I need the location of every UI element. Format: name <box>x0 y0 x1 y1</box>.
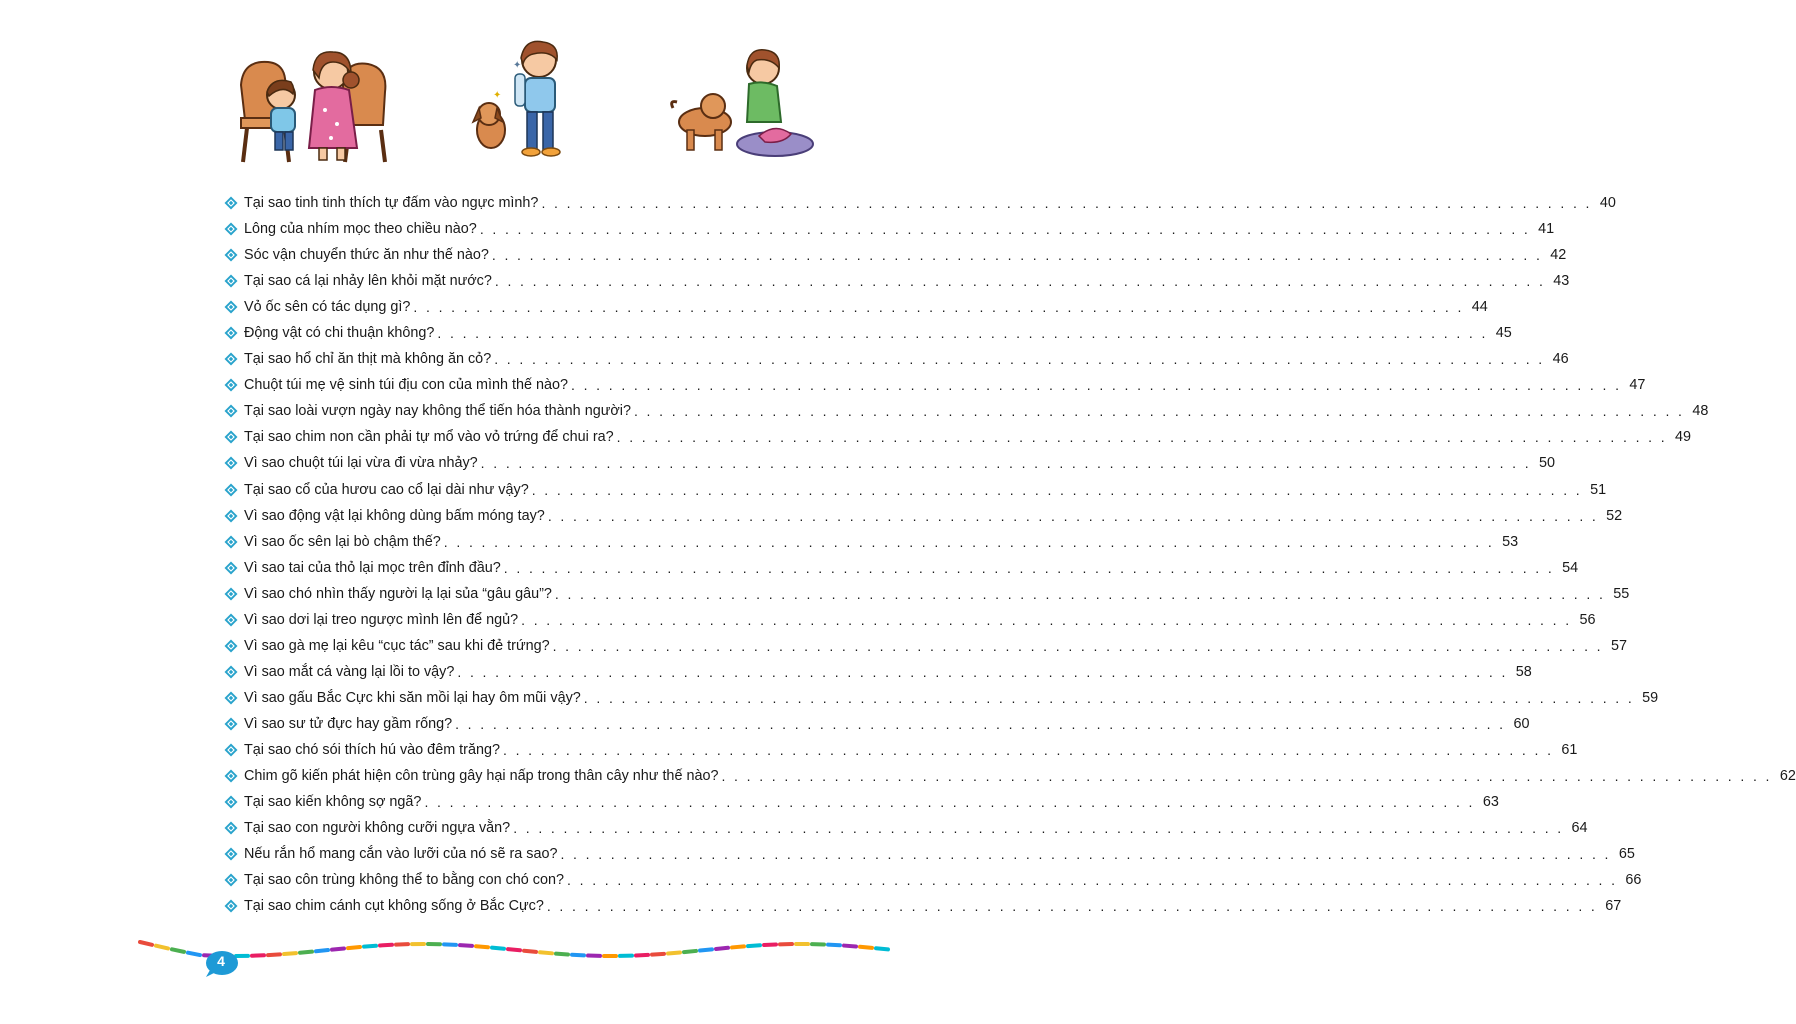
wave-dash <box>524 951 536 952</box>
diamond-bullet-icon <box>224 300 238 314</box>
diamond-bullet-icon <box>224 821 238 835</box>
toc-entry <box>224 216 1555 242</box>
diamond-bullet-icon <box>224 717 238 731</box>
toc-question: Vì sao dơi lại treo ngược mình lên để ngủ? <box>244 611 519 628</box>
wave-dash <box>860 947 872 948</box>
toc-entry <box>224 841 1635 867</box>
toc-page-number: 64 <box>1571 820 1588 837</box>
toc-entry <box>224 867 1642 893</box>
wave-dash <box>460 945 472 946</box>
wave-dash <box>732 946 744 947</box>
toc-entry <box>224 424 1692 450</box>
wave-dash <box>540 952 552 953</box>
toc-entry <box>224 789 1499 815</box>
toc-question: Tại sao loài vượn ngày nay không thể tiến hóa thành người? <box>244 403 631 420</box>
diamond-bullet-icon <box>224 483 238 497</box>
toc-entry <box>224 398 1709 424</box>
toc-leader-dots: . . . . . . . . . . . . . . . . . . . . . . . . . . . . . . . . . . . . . . . . . . . . . . . . . . . . . . . . . . . . . . . . . . . . . . . . . . . . . . . . . . . . <box>443 533 1495 550</box>
decorative-wave-border <box>140 930 890 970</box>
toc-question: Tại sao kiến không sợ ngã? <box>244 794 422 811</box>
wave-dash <box>300 952 312 953</box>
toc-page-number: 60 <box>1513 715 1530 732</box>
toc-leader-dots: . . . . . . . . . . . . . . . . . . . . . . . . . . . . . . . . . . . . . . . . . . . . . . . . . . . . . . . . . . . . . . . . . . . . . . . . . . . . . . . . . . . . <box>571 377 1622 394</box>
diamond-bullet-icon <box>224 769 238 783</box>
toc-page-number: 54 <box>1562 559 1579 576</box>
toc-leader-dots: . . . . . . . . . . . . . . . . . . . . . . . . . . . . . . . . . . . . . . . . . . . . . . . . . . . . . . . . . . . . . . . . . . . . . . . . . . . . . . . . . . . . <box>479 221 1531 238</box>
toc-leader-dots: . . . . . . . . . . . . . . . . . . . . . . . . . . . . . . . . . . . . . . . . . . . . . . . . . . . . . . . . . . . . . . . . . . . . . . . . . . . . . . . . . . . . <box>502 742 1554 758</box>
toc-leader-dots: . . . . . . . . . . . . . . . . . . . . . . . . . . . . . . . . . . . . . . . . . . . . . . . . . . . . . . . . . . . . . . . . . . . . . . . . . . . . . . . . . . . . <box>503 559 1555 576</box>
toc-leader-dots: . . . . . . . . . . . . . . . . . . . . . . . . . . . . . . . . . . . . . . . . . . . . . . . . . . . . . . . . . . . . . . . . . . . . . . . . . . . . . . . . . . . . <box>567 872 1618 889</box>
wave-dash <box>572 955 584 956</box>
toc-leader-dots: . . . . . . . . . . . . . . . . . . . . . . . . . . . . . . . . . . . . . . . . . . . . . . . . . . . . . . . . . . . . . . . . . . . . . . . . . . . . . . . . . . . . <box>521 611 1572 628</box>
toc-entry <box>224 893 1622 919</box>
toc-page-number: 59 <box>1642 689 1659 706</box>
diamond-bullet-icon <box>224 873 238 887</box>
toc-leader-dots: . . . . . . . . . . . . . . . . . . . . . . . . . . . . . . . . . . . . . . . . . . . . . . . . . . . . . . . . . . . . . . . . . . . . . . . . . . . . . . . . . . . . <box>541 195 1592 212</box>
svg-text:✦: ✦ <box>493 90 502 101</box>
toc-page-number: 67 <box>1605 898 1622 915</box>
toc-leader-dots: . . . . . . . . . . . . . . . . . . . . . . . . . . . . . . . . . . . . . . . . . . . . . . . . . . . . . . . . . . . . . . . . . . . . . . . . . . . . . . . . . . . . <box>633 403 1685 420</box>
toc-question: Chuột túi mẹ vệ sinh túi địu con của mình thế nào? <box>244 377 568 394</box>
svg-text:✦: ✦ <box>513 60 522 71</box>
wave-dash <box>380 945 392 946</box>
toc-leader-dots: . . . . . . . . . . . . . . . . . . . . . . . . . . . . . . . . . . . . . . . . . . . . . . . . . . . . . . . . . . . . . . . . . . . . . . . . . . . . . . . . . . . . <box>531 481 1583 498</box>
header-illustrations <box>225 38 825 168</box>
diamond-bullet-icon <box>224 430 238 444</box>
toc-entry <box>224 346 1569 372</box>
toc-question: Tại sao cổ của hươu cao cổ lại dài như vậy? <box>244 481 529 498</box>
toc-question: Vì sao ốc sên lại bò chậm thế? <box>244 533 441 550</box>
wave-dash <box>508 949 520 950</box>
diamond-bullet-icon <box>224 613 238 627</box>
toc-question: Động vật có chi thuận không? <box>244 325 435 342</box>
toc-leader-dots: . . . . . . . . . . . . . . . . . . . . . . . . . . . . . . . . . . . . . . . . . . . . . . . . . . . . . . . . . . . . . . . . . . . . . . . . . . . . . . . . . . . . <box>455 715 1506 732</box>
toc-entry <box>224 685 1659 711</box>
toc-page-number: 44 <box>1471 299 1488 316</box>
diamond-bullet-icon <box>224 795 238 809</box>
toc-entry <box>224 242 1567 268</box>
wave-dash <box>444 944 456 945</box>
toc-leader-dots: . . . . . . . . . . . . . . . . . . . . . . . . . . . . . . . . . . . . . . . . . . . . . . . . . . . . . . . . . . . . . . . . . . . . . . . . . . . . . . . . . . . . <box>560 846 1611 863</box>
wave-dash <box>556 954 568 955</box>
toc-entry <box>224 503 1623 529</box>
toc-entry <box>224 737 1578 763</box>
wave-dash <box>636 955 648 956</box>
wave-dash <box>748 945 760 946</box>
toc-entry <box>224 607 1596 633</box>
diamond-bullet-icon <box>224 274 238 288</box>
toc-leader-dots: . . . . . . . . . . . . . . . . . . . . . . . . . . . . . . . . . . . . . . . . . . . . . . . . . . . . . . . . . . . . . . . . . . . . . . . . . . . . . . . . . . . . <box>480 455 1532 472</box>
toc-question: Nếu rắn hổ mang cắn vào lưỡi của nó sẽ ra sao? <box>244 846 558 863</box>
toc-page-number: 42 <box>1550 247 1567 264</box>
toc-question: Tại sao cá lại nhảy lên khỏi mặt nước? <box>244 273 492 290</box>
toc-question: Vì sao động vật lại không dùng bấm móng tay? <box>244 507 545 524</box>
toc-page-number: 47 <box>1629 377 1646 394</box>
toc-leader-dots: . . . . . . . . . . . . . . . . . . . . . . . . . . . . . . . . . . . . . . . . . . . . . . . . . . . . . . . . . . . . . . . . . . . . . . . . . . . . . . . . . . . . <box>554 585 1606 602</box>
wave-dash <box>140 942 152 945</box>
wave-dash <box>700 949 712 950</box>
toc-leader-dots: . . . . . . . . . . . . . . . . . . . . . . . . . . . . . . . . . . . . . . . . . . . . . . . . . . . . . . . . . . . . . . . . . . . . . . . . . . . . . . . . . . . . <box>513 820 1564 837</box>
toc-question: Vì sao mắt cá vàng lại lồi to vậy? <box>244 663 455 680</box>
toc-page-number: 51 <box>1590 481 1607 498</box>
diamond-bullet-icon <box>224 639 238 653</box>
wave-dash <box>844 946 856 947</box>
toc-question: Lông của nhím mọc theo chiều nào? <box>244 221 477 238</box>
toc-leader-dots: . . . . . . . . . . . . . . . . . . . . . . . . . . . . . . . . . . . . . . . . . . . . . . . . . . . . . . . . . . . . . . . . . . . . . . . . . . . . . . . . . . . . <box>491 247 1543 264</box>
toc-page-number: 49 <box>1675 429 1692 446</box>
toc-entry <box>224 320 1512 346</box>
toc-leader-dots: . . . . . . . . . . . . . . . . . . . . . . . . . . . . . . . . . . . . . . . . . . . . . . . . . . . . . . . . . . . . . . . . . . . . . . . . . . . . . . . . . . . . <box>494 273 1546 290</box>
toc-page-number: 66 <box>1625 872 1642 889</box>
diamond-bullet-icon <box>224 352 238 366</box>
wave-dash <box>476 946 488 947</box>
diamond-bullet-icon <box>224 196 238 210</box>
mother-child-chairs-illustration <box>233 40 393 165</box>
toc-entry <box>224 633 1627 659</box>
toc-question: Vỏ ốc sên có tác dụng gì? <box>244 299 411 316</box>
diamond-bullet-icon <box>224 691 238 705</box>
toc-page-number: 58 <box>1515 663 1532 680</box>
toc-entry <box>224 372 1646 398</box>
toc-leader-dots: . . . . . . . . . . . . . . . . . . . . . . . . . . . . . . . . . . . . . . . . . . . . . . . . . . . . . . . . . . . . . . . . . . . . . . . . . . . . . . . . . . . . <box>494 351 1545 368</box>
diamond-bullet-icon <box>224 743 238 757</box>
toc-entry <box>224 659 1532 685</box>
diamond-bullet-icon <box>224 847 238 861</box>
wave-dash <box>268 954 280 955</box>
toc-entry <box>224 529 1519 555</box>
toc-question: Tại sao chim non cần phải tự mổ vào vỏ trứng để chui ra? <box>244 429 614 446</box>
toc-question: Sóc vận chuyển thức ăn như thế nào? <box>244 247 489 264</box>
toc-entry <box>224 581 1630 607</box>
toc-leader-dots: . . . . . . . . . . . . . . . . . . . . . . . . . . . . . . . . . . . . . . . . . . . . . . . . . . . . . . . . . . . . . . . . . . . . . . . . . . . . . . . . . . . . <box>616 429 1668 446</box>
toc-question: Vì sao gấu Bắc Cực khi săn mồi lại hay ôm mũi vậy? <box>244 689 581 706</box>
toc-page-number: 65 <box>1618 846 1635 863</box>
toc-page-number: 56 <box>1579 611 1596 628</box>
toc-page-number: 53 <box>1502 533 1519 550</box>
toc-leader-dots: . . . . . . . . . . . . . . . . . . . . . . . . . . . . . . . . . . . . . . . . . . . . . . . . . . . . . . . . . . . . . . . . . . . . . . . . . . . . . . . . . . . . <box>457 663 1508 680</box>
toc-question: Tại sao tinh tinh thích tự đấm vào ngực mình? <box>244 195 539 212</box>
toc-entry <box>224 711 1530 737</box>
toc-question: Tại sao côn trùng không thể to bằng con chó con? <box>244 872 565 889</box>
diamond-bullet-icon <box>224 248 238 262</box>
toc-question: Vì sao chó nhìn thấy người lạ lại sủa “gâu gâu”? <box>244 585 552 602</box>
toc-page-number: 45 <box>1495 325 1512 342</box>
toc-question: Tại sao chó sói thích hú vào đêm trăng? <box>244 742 500 758</box>
page-number: 4 <box>217 953 225 969</box>
toc-question: Vì sao chuột túi lại vừa đi vừa nhảy? <box>244 455 478 472</box>
toc-entry <box>224 450 1556 476</box>
wave-dash <box>348 947 360 948</box>
toc-leader-dots: . . . . . . . . . . . . . . . . . . . . . . . . . . . . . . . . . . . . . . . . . . . . . . . . . . . . . . . . . . . . . . . . . . . . . . . . . . . . . . . . . . . . <box>546 898 1598 915</box>
toc-page-number: 46 <box>1552 351 1569 368</box>
toc-question: Vì sao tai của thỏ lại mọc trên đỉnh đầu? <box>244 559 501 576</box>
toc-entry <box>224 268 1570 294</box>
toc-leader-dots: . . . . . . . . . . . . . . . . . . . . . . . . . . . . . . . . . . . . . . . . . . . . . . . . . . . . . . . . . . . . . . . . . . . . . . . . . . . . . . . . . . . . <box>552 637 1603 654</box>
toc-question: Vì sao sư tử đực hay gầm rống? <box>244 715 453 732</box>
diamond-bullet-icon <box>224 404 238 418</box>
toc-page-number: 50 <box>1539 455 1556 472</box>
diamond-bullet-icon <box>224 535 238 549</box>
boy-dog-blanket-illustration <box>665 44 815 159</box>
wave-dash <box>332 948 344 949</box>
wave-dash <box>876 948 888 949</box>
toc-question: Tại sao chim cánh cụt không sống ở Bắc Cực? <box>244 898 544 915</box>
toc-page-number: 48 <box>1692 403 1709 420</box>
wave-dash <box>364 946 376 947</box>
toc-page-number: 63 <box>1482 794 1499 811</box>
wave-dash <box>668 952 680 953</box>
toc-page-number: 52 <box>1606 507 1623 524</box>
diamond-bullet-icon <box>224 222 238 236</box>
toc-question: Tại sao hổ chỉ ăn thịt mà không ăn cỏ? <box>244 351 492 368</box>
wave-dash <box>652 954 664 955</box>
toc-page-number: 62 <box>1779 768 1796 785</box>
wave-dash <box>828 945 840 946</box>
diamond-bullet-icon <box>224 326 238 340</box>
diamond-bullet-icon <box>224 456 238 470</box>
toc-question: Vì sao gà mẹ lại kêu “cục tác” sau khi đẻ trứng? <box>244 637 550 654</box>
wave-dash <box>764 944 776 945</box>
toc-leader-dots: . . . . . . . . . . . . . . . . . . . . . . . . . . . . . . . . . . . . . . . . . . . . . . . . . . . . . . . . . . . . . . . . . . . . . . . . . . . . . . . . . . . . <box>583 689 1635 706</box>
toc-leader-dots: . . . . . . . . . . . . . . . . . . . . . . . . . . . . . . . . . . . . . . . . . . . . . . . . . . . . . . . . . . . . . . . . . . . . . . . . . . . . . . . . . . . . <box>547 507 1599 524</box>
wave-dash <box>492 948 504 949</box>
diamond-bullet-icon <box>224 561 238 575</box>
toc-leader-dots: . . . . . . . . . . . . . . . . . . . . . . . . . . . . . . . . . . . . . . . . . . . . . . . . . . . . . . . . . . . . . . . . . . . . . . . . . . . . . . . . . . . . <box>437 325 1488 342</box>
diamond-bullet-icon <box>224 665 238 679</box>
wave-dash <box>188 953 200 955</box>
toc-page-number: 40 <box>1599 195 1616 212</box>
toc-question: Chim gõ kiến phát hiện côn trùng gây hại nấp trong thân cây như thế nào? <box>244 768 719 785</box>
toc-page-number: 61 <box>1561 742 1578 758</box>
wave-dash <box>716 948 728 949</box>
wave-dash <box>172 949 184 952</box>
toc-leader-dots: . . . . . . . . . . . . . . . . . . . . . . . . . . . . . . . . . . . . . . . . . . . . . . . . . . . . . . . . . . . . . . . . . . . . . . . . . . . . . . . . . . . . <box>424 794 1475 811</box>
toc-leader-dots: . . . . . . . . . . . . . . . . . . . . . . . . . . . . . . . . . . . . . . . . . . . . . . . . . . . . . . . . . . . . . . . . . . . . . . . . . . . . . . . . . . . . <box>721 768 1772 785</box>
toc-page-number: 41 <box>1538 221 1555 238</box>
wave-dash <box>316 950 328 951</box>
wave-dash <box>284 953 296 954</box>
wave-dash <box>684 951 696 952</box>
toc-entry <box>224 477 1607 503</box>
toc-entry <box>224 815 1588 841</box>
wave-dash <box>156 946 168 949</box>
toc-page-number: 57 <box>1610 637 1627 654</box>
toc-entry <box>224 294 1488 320</box>
boy-and-dog-illustration <box>463 38 583 160</box>
diamond-bullet-icon <box>224 378 238 392</box>
toc-entry <box>224 555 1579 581</box>
toc-entry <box>224 190 1616 216</box>
toc-question: Tại sao con người không cưỡi ngựa vằn? <box>244 820 511 837</box>
toc-leader-dots: . . . . . . . . . . . . . . . . . . . . . . . . . . . . . . . . . . . . . . . . . . . . . . . . . . . . . . . . . . . . . . . . . . . . . . . . . . . . . . . . . . . . <box>413 299 1464 316</box>
diamond-bullet-icon <box>224 587 238 601</box>
toc-page-number: 55 <box>1613 585 1630 602</box>
toc-entry <box>224 763 1796 789</box>
diamond-bullet-icon <box>224 899 238 913</box>
table-of-contents <box>224 190 1796 919</box>
toc-page-number: 43 <box>1553 273 1570 290</box>
diamond-bullet-icon <box>224 509 238 523</box>
